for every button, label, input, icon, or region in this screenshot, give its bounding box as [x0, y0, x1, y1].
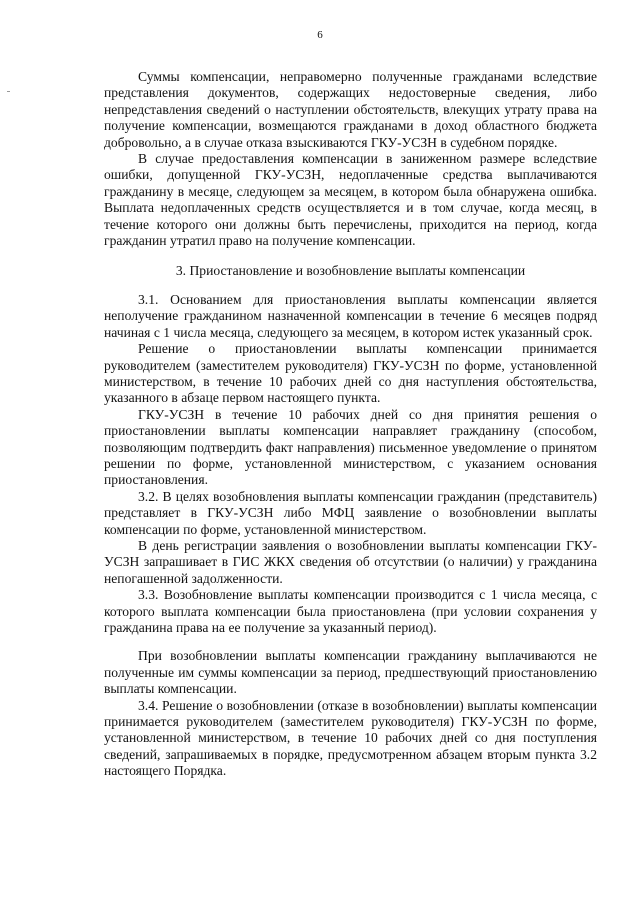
- paragraph-suspension-notice: ГКУ-УСЗН в течение 10 рабочих дней со дня принятия решения о приостановлении выплаты компенсации направляет гражданину (способом, позволяющим подтвердить факт направления) письменное уведомление о принятом решении по форме, установленной министерством, с указанием основания приостановления.: [104, 406, 597, 488]
- paragraph-refund: Суммы компенсации, неправомерно полученные гражданами вследствие представления документов, содержащих недостоверные сведения, либо непредставления сведений о наступлении обстоятельств, влекущих утрату права на получение компенсации, возмещаются гражданами в доход областного бюджета добровольно, а в случае отказа взыскиваются ГКУ-УСЗН в судебном порядке.: [104, 69, 597, 150]
- paragraph-3-2: 3.2. В целях возобновления выплаты компенсации гражданин (представитель) представляет в ГКУ-УСЗН либо МФЦ заявление о возобновлении выплаты компенсации по форме, установленной министерством.: [104, 488, 597, 537]
- document-body: [104, 69, 597, 780]
- paragraph-resumption-payout: При возобновлении выплаты компенсации гражданину выплачиваются не полученные им суммы компенсации за период, предшествующий приостановлению выплаты компенсации.: [104, 648, 597, 697]
- paragraph-underpayment: В случае предоставления компенсации в заниженном размере вследствие ошибки, допущенной ГКУ-УСЗН, недоплаченные средства выплачиваются гражданину в месяце, следующем за месяцем, в котором была обнаружена ошибка. Выплата недоплаченных средств осуществляется и в том случае, когда месяц, в течение которого они должны быть перечислены, приходится на период, когда гражданин утратил право на получение компенсации.: [104, 151, 597, 249]
- scan-mark: [7, 91, 10, 92]
- paragraph-3-1: 3.1. Основанием для приостановления выплаты компенсации является неполучение гражданином назначенной компенсации в течение 6 месяцев подряд начиная с 1 числа месяца, следующего за месяцем, в котором истек указанный срок.: [104, 291, 597, 340]
- paragraph-3-3: 3.3. Возобновление выплаты компенсации производится с 1 числа месяца, с которого выплата компенсации была приостановлена (при условии сохранения у гражданина права на ее получение за указанный период).: [104, 587, 597, 635]
- paragraph-3-4: 3.4. Решение о возобновлении (отказе в возобновлении) выплаты компенсации принимается руководителем (заместителем руководителя) ГКУ-УСЗН по форме, установленной министерством, в течение 10 рабочих дней со дня поступления сведений, запрашиваемых в порядке, предусмотренном абзацем вторым пункта 3.2 настоящего Порядка.: [104, 697, 597, 779]
- paragraph-registration-request: В день регистрации заявления о возобновлении выплаты компенсации ГКУ-УСЗН запрашивает в ГИС ЖКХ сведения об отсутствии (о наличии) у гражданина непогашенной задолженности.: [104, 537, 597, 586]
- paragraph-suspension-decision: Решение о приостановлении выплаты компенсации принимается руководителем (заместителем руководителя) ГКУ-УСЗН по форме, установленной министерством, в течение 10 рабочих дней со дня наступления обстоятельства, указанного в абзаце первом настоящего пункта.: [104, 341, 597, 406]
- section-heading: 3. Приостановление и возобновление выплаты компенсации: [175, 263, 526, 279]
- page-number: 6: [317, 29, 323, 41]
